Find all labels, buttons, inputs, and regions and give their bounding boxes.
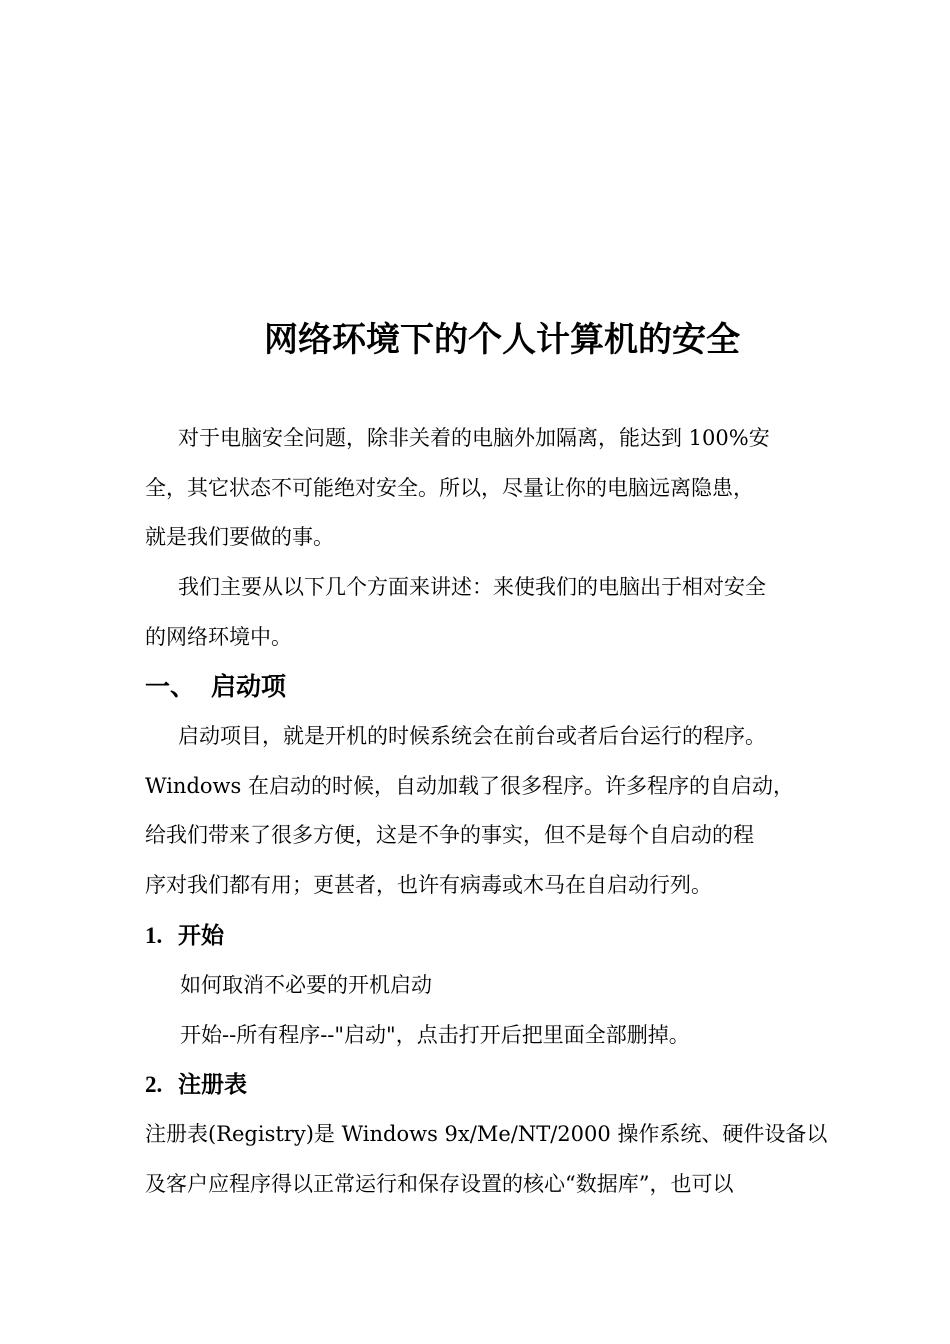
intro-p2-line-1: 我们主要从以下几个方面来讲述：来使我们的电脑出于相对安全 [178, 575, 766, 599]
intro-p1-line-3: 就是我们要做的事。 [145, 525, 334, 549]
subsection-2-title: 注册表 [178, 1072, 247, 1098]
section-1-number: 一、 [145, 672, 196, 701]
section-1-line-3: 给我们带来了很多方便，这是不争的事实，但不是每个自启动的程 [145, 823, 754, 847]
section-1-heading [145, 667, 286, 707]
subsection-2-heading [145, 1065, 247, 1105]
intro-p1-line-1: 对于电脑安全问题，除非关着的电脑外加隔离，能达到 100%安 [178, 426, 770, 450]
subsection-1-heading [145, 916, 224, 956]
section-1-title: 启动项 [211, 672, 287, 701]
subsection-2-line-1: 注册表(Registry)是 Windows 9x/Me/NT/2000 操作系统、硬件设备以 [145, 1122, 828, 1146]
subsection-1-number: 1. [145, 923, 163, 948]
intro-paragraph-1 [145, 414, 825, 563]
intro-p2-line-2: 的网络环境中。 [145, 624, 292, 649]
section-1-line-2: Windows 在启动的时候，自动加载了很多程序。许多程序的自启动， [145, 773, 794, 798]
page-title: 网络环境下的个人计算机的安全 [264, 320, 740, 360]
section-1-paragraph [145, 712, 825, 910]
section-1-line-1: 启动项目，就是开机的时候系统会在前台或者后台运行的程序。 [178, 724, 766, 748]
intro-p1-line-2: 全，其它状态不可能绝对安全。所以，尽量让你的电脑远离隐患， [145, 475, 754, 500]
subsection-1-title: 开始 [178, 923, 224, 949]
subsection-1-line-2: 开始--所有程序--"启动"，点击打开后把里面全部删掉。 [180, 1022, 690, 1047]
intro-paragraph-2 [145, 563, 825, 662]
subsection-1-line-1: 如何取消不必要的开机启动 [180, 973, 432, 997]
subsection-2-number: 2. [145, 1072, 163, 1097]
section-1-line-4: 序对我们都有用；更甚者，也许有病毒或木马在自启动行列。 [145, 872, 712, 897]
subsection-2-line-2: 及客户应程序得以正常运行和保存设置的核心“数据库”，也可以 [145, 1171, 734, 1196]
subsection-1-body [145, 961, 825, 1060]
subsection-2-body [145, 1110, 828, 1209]
